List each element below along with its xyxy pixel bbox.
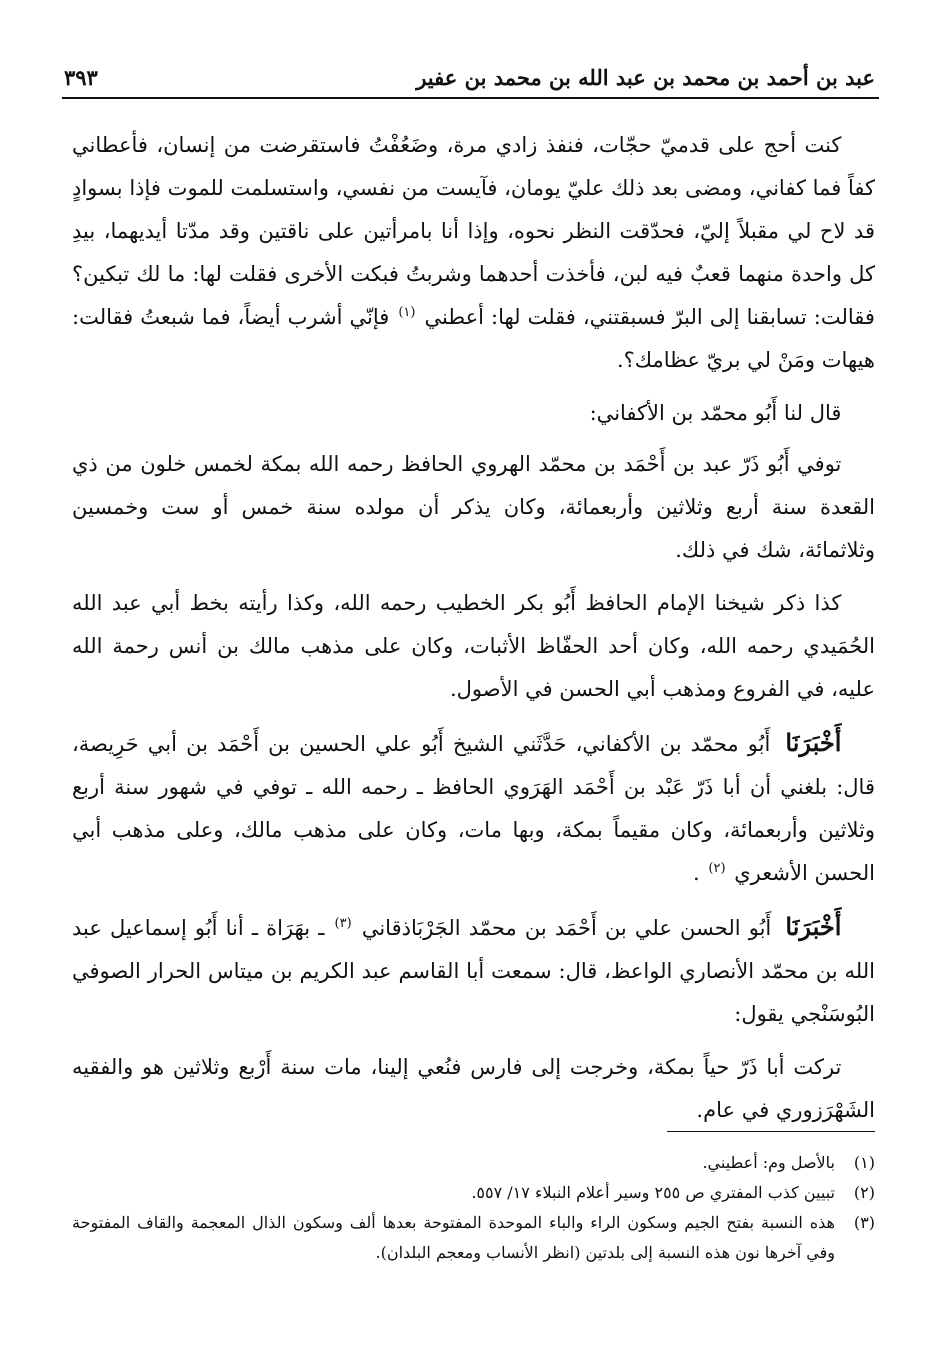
- running-title: عبد بن أحمد بن محمد بن عبد الله بن محمد بن عفير: [416, 65, 875, 90]
- paragraph-narration-intro: [72, 392, 875, 435]
- paragraph-final: [72, 1046, 875, 1132]
- footnote-text: هذه النسبة بفتح الجيم وسكون الراء والباء الموحدة المفتوحة بعدها ألف وسكون الذال المعجمة والقاف المفتوحة وفي آخرها نون هذه النسبة إلى بلدتين (انظر الأنساب ومعجم البلدان).: [72, 1213, 835, 1262]
- footnote-ref: (٢): [708, 861, 726, 876]
- paragraph-akhbarana-2: [72, 905, 875, 1036]
- paragraph-death-date: [72, 443, 875, 572]
- footnotes: [72, 1148, 875, 1268]
- footnote-3: [72, 1208, 875, 1268]
- paragraph-text: كذا ذكر شيخنا الإمام الحافظ أَبُو بكر الخطيب رحمه الله، وكذا رأيته بخط أبي عبد الله الحُمَيدي رحمه الله، وكان أحد الحفّاظ الأثبات، وكان على مذهب مالك بن أنس رحمة الله عليه، في الفروع ومذهب أبي الحسن في الأصول.: [72, 591, 875, 701]
- paragraph-text: أَبُو الحسن علي بن أَحْمَد بن محمّد الجَرْبَاذقاني: [361, 916, 772, 940]
- paragraph-text-continued: ـ بهَرَاة ـ أنا أَبُو إسماعيل عبد الله بن محمّد الأنصاري الواعظ، قال: سمعت أبا القاسم عبد الكريم بن ميتاس الحرار الصوفي البُوسَنْجي يقول:: [72, 916, 875, 1026]
- footnote-text: بالأصل وم: أعطيني.: [702, 1153, 835, 1172]
- paragraph-text: كنت أحج على قدميّ حجّات، فنفذ زادي مرة، وضَعُفْتُ فاستقرضت من إنسان، فأعطاني كفاً فما كفاني، ومضى بعد ذلك عليّ يومان، فآيست من نفسي، واستسلمت للموت فإذا بسوادٍ قد لاح لي مقبلاً إليّ، فحدّقت النظر نحوه، وإذا أنا بامرأتين على ناقتين وقد مدّتا أيديهما، بيدِ كل واحدة منهما قعبٌ فيه لبن، فأخذت أحدهما وشربتُ فبكت الأخرى فقلت لها: ما لك تبكين؟ فقالت: تسابقنا إلى البرّ فسبقتني، فقلت لها: أعطني: [72, 133, 875, 329]
- main-text: [72, 124, 875, 1142]
- paragraph-akhbarana-1: [72, 721, 875, 895]
- footnote-2: [72, 1178, 875, 1208]
- paragraph-text: تركت أبا ذَرّ حياً بمكة، وخرجت إلى فارس فنُعي إلينا، مات سنة أَرْبع وثلاثين هو والفقيه الشَهْرَزوري في عام.: [72, 1055, 875, 1122]
- paragraph-text: قال لنا أَبُو محمّد بن الأكفاني:: [589, 401, 842, 425]
- header-rule: [62, 97, 879, 99]
- paragraph-khatib-note: [72, 582, 875, 711]
- page-number: ٣٩٣: [64, 65, 98, 90]
- paragraph-text-continued: .: [693, 861, 700, 885]
- footnote-number: (٢): [853, 1183, 875, 1202]
- footnote-number: (٣): [853, 1213, 875, 1232]
- footnote-number: (١): [853, 1153, 875, 1172]
- footnote-rule: [667, 1131, 875, 1132]
- footnote-ref: (٣): [334, 916, 352, 931]
- page-header: [64, 58, 875, 92]
- paragraph-story: [72, 124, 875, 382]
- paragraph-text: أَبُو محمّد بن الأكفاني، حَدَّثَني الشيخ أَبُو علي الحسين بن أَحْمَد بن أبي حَرِيصة، قال: بلغني أن أبا ذَرّ عَبْد بن أَحْمَد الهَرَوي الحافظ ـ رحمه الله ـ توفي في شهور سنة أربع وثلاثين وأربعمائة، وكان مقيماً بمكة، وبها مات، وكان على مذهب مالك، وعلى مذهب أبي الحسن الأشعري: [72, 732, 875, 885]
- footnote-ref: (١): [398, 305, 416, 320]
- footnote-text: تبيين كذب المفتري ص ٢٥٥ وسير أعلام النبلاء ١٧/ ٥٥٧.: [471, 1183, 835, 1202]
- paragraph-text: توفي أَبُو ذَرّ عبد بن أَحْمَد بن محمّد الهروي الحافظ رحمه الله بمكة لخمس خلون من ذي القعدة سنة أربع وثلاثين وأربعمائة، وكان يذكر أن مولده سنة خمس أو ست وخمسين وثلاثمائة، شك في ذلك.: [72, 452, 875, 562]
- narration-lead-word: أَخْبَرَنَا: [785, 728, 842, 757]
- footnote-1: [72, 1148, 875, 1178]
- paragraph-text-continued: فإنّي أشرب أيضاً، فما شبعتُ فقالت: هيهات ومَنْ لي بريّ عظامك؟.: [72, 305, 875, 372]
- narration-lead-word: أَخْبَرَنَا: [785, 912, 842, 941]
